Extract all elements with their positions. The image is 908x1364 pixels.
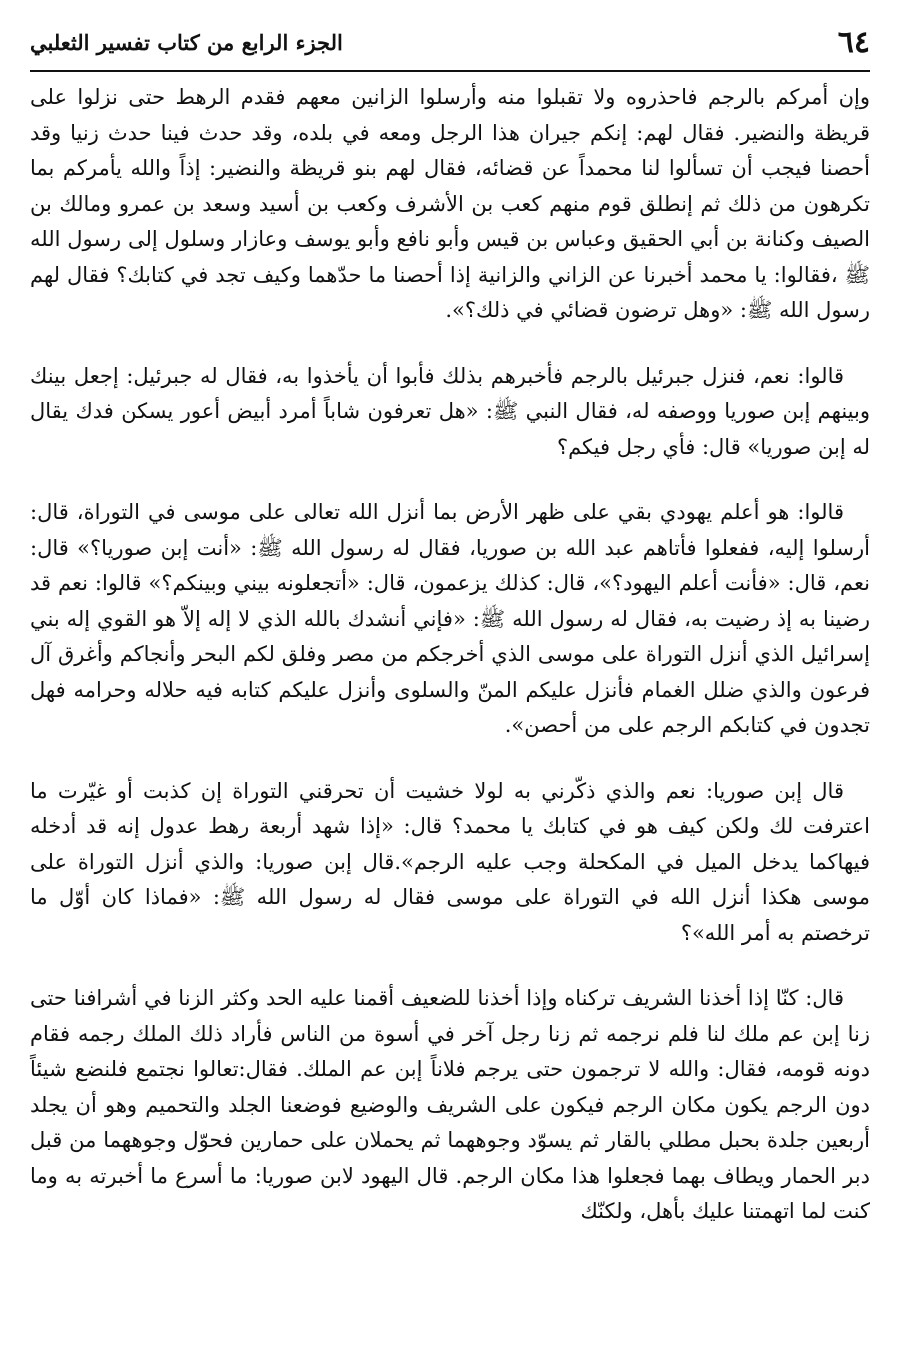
body-text bbox=[30, 80, 870, 1230]
header-rule bbox=[30, 70, 870, 72]
page-header bbox=[30, 26, 870, 80]
paragraph-2: قالوا: نعم، فنزل جبرئيل بالرجم فأخبرهم بذلك فأبوا أن يأخذوا به، فقال له جبرئيل: إجعل بينك وبينهم إبن صوريا ووصفه له، فقال النبي ﷺ: «هل تعرفون شاباً أمرد أبيض أعور يسكن فدك يقال له إبن صوريا» قال: فأي رجل فيكم؟ bbox=[30, 363, 870, 459]
page-number: ٦٤ bbox=[837, 25, 870, 60]
running-title: الجزء الرابع من كتاب تفسير الثعلبي bbox=[30, 30, 343, 55]
paragraph-1: وإن أمركم بالرجم فاحذروه ولا تقبلوا منه وأرسلوا الزانين معهم فقدم الرهط حتى نزلوا على قريظة والنضير. فقال لهم: إنكم جيران هذا الرجل ومعه في بلده، وقد حدث فينا حدث زنيا وقد أحصنا فيجب أن تسألوا لنا محمداً عن قضائه، فقال لهم بنو قريظة والنضير: إذاً والله يأمركم بما تكرهون من ذلك ثم إنطلق قوم منهم كعب بن الأشرف وكعب بن أسيد وسعد بن عمرو ومالك بن الصيف وكنانة بن أبي الحقيق وعباس بن قيس وأبو نافع وأبو يوسف وعازار وسلول إلى رسول الله ﷺ ،فقالوا: يا محمد أخبرنا عن الزاني والزانية إذا أحصنا ما حدّهما وكيف تجد في كتابك؟ فقال لهم رسول الله ﷺ: «وهل ترضون قضائي في ذلك؟». bbox=[30, 85, 870, 322]
paragraph-4: قال إبن صوريا: نعم والذي ذكّرني به لولا خشيت أن تحرقني التوراة إن كذبت أو غيّرت ما اعترفت لك ولكن كيف هو في كتابك يا محمد؟ قال: «إذا شهد أربعة رهط عدول إنه قد أدخله فيهاكما يدخل الميل في المكحلة وجب عليه الرجم».قال إبن صوريا: والذي أنزل التوراة على موسى هكذا أنزل الله في التوراة على موسى فقال له رسول الله ﷺ: «فماذا كان أوّل ما ترخصتم به أمر الله»؟ bbox=[30, 778, 870, 945]
paragraph-5: قال: كنّا إذا أخذنا الشريف تركناه وإذا أخذنا للضعيف أقمنا عليه الحد وكثر الزنا في أشرافنا حتى زنا إبن عم ملك لنا فلم نرجمه ثم زنا رجل آخر في أسوة من الناس فأراد ذلك الملك رجمه فقام دونه قومه، فقال: والله لا ترجمون حتى يرجم فلاناً إبن عم الملك. فقال:تعالوا نجتمع فلنضع شيئاً دون الرجم يكون مكان الرجم فيكون على الشريف والوضيع فوضعنا الجلد والتحميم وهو أن يجلد أربعين جلدة بحبل مطلي بالقار ثم يسوّد وجوههما ثم يحملان على حمارين فحوّل وجوههما من قبل دبر الحمار ويطاف بهما فجعلوا هذا مكان الرجم. قال اليهود لابن صوريا: ما أسرع ما أخبرته به وما كنت لما اتهمتنا عليك بأهل، ولكنّك bbox=[30, 986, 870, 1223]
paragraph-3: قالوا: هو أعلم يهودي بقي على ظهر الأرض بما أنزل الله تعالى على موسى في التوراة، قال: أرسلوا إليه، ففعلوا فأتاهم عبد الله بن صوريا، فقال له رسول الله ﷺ: «أنت إبن صوريا؟» قال: نعم، قال: «فأنت أعلم اليهود؟»، قال: كذلك يزعمون، قال: «أتجعلونه بيني وبينكم؟» قالوا: نعم قد رضينا به إذ رضيت به، فقال له رسول الله ﷺ: «فإني أنشدك بالله الذي لا إله إلاّ هو القوي إله بني إسرائيل الذي أنزل التوراة على موسى الذي أخرجكم من مصر وفلق لكم البحر وأنجاكم وأغرق آل فرعون والذي ضلل الغمام فأنزل عليكم المنّ والسلوى وأنزل عليكم كتابه فيه حلاله وحرامه فهل تجدون في كتابكم الرجم على من أحصن». bbox=[30, 500, 870, 737]
